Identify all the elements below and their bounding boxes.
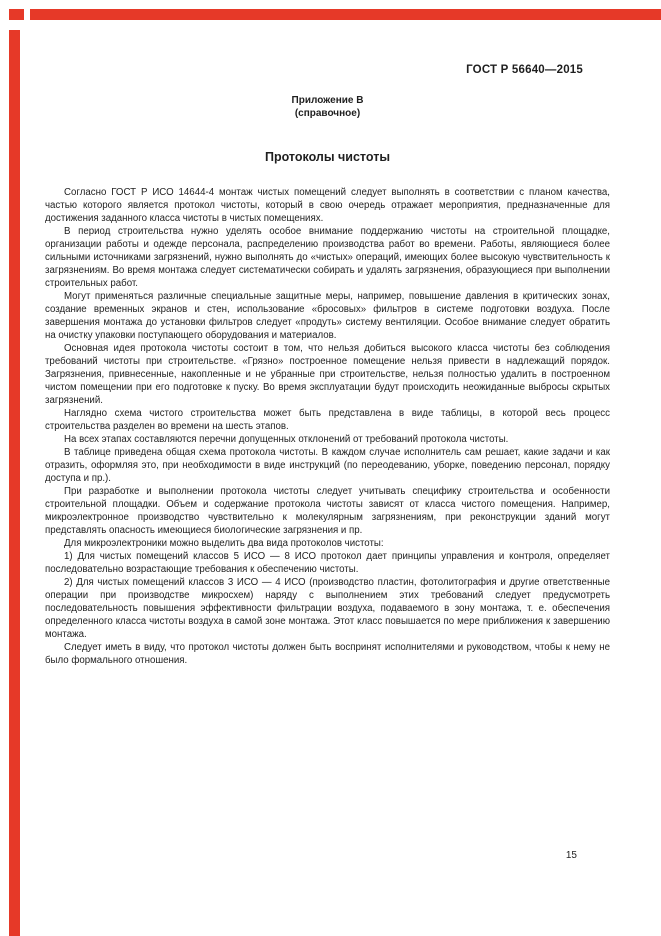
page-number: 15 [565, 850, 577, 861]
paragraph: Для микроэлектроники можно выделить два вида протоколов чистоты: [64, 538, 384, 549]
paragraph: Следует иметь в виду, что протокол чистоты должен быть воспринят исполнителями и руководством, чтобы к нему не было формального отношения. [45, 642, 610, 666]
appendix-heading [45, 94, 610, 120]
appendix-label: Приложение В [291, 95, 364, 106]
numbered-item: 1) Для чистых помещений классов 5 ИСО — 8 ИСО протокол дает принципы управления и контроля, определяет последовательно возрастающие требования к обеспечению чистоты. [45, 551, 610, 575]
paragraph: Могут применяться различные специальные защитные меры, например, повышение давления в критических зонах, создание временных экранов и стен, использование «бросовых» фильтров в системе подготовки воздуха. После завершения монтажа до установки фильтров следует «продуть» систему вентиляции. Особое внимание следует обратить на очистку упаковки поступающего оборудования и материалов. [45, 291, 610, 341]
paragraph: В таблице приведена общая схема протокола чистоты. В каждом случае исполнитель сам решает, какие задачи и как отразить, оформляя это, при необходимости в виде инструкций (по переодеванию, уборке, поведению персонал, порядку доступа и пр.). [45, 447, 610, 484]
watermark-left-border [9, 30, 20, 936]
document-body [45, 186, 610, 667]
page-title: Протоколы чистоты [264, 150, 390, 164]
watermark-corner-mark [9, 9, 24, 20]
appendix-type: (справочное) [294, 108, 361, 119]
document-code: ГОСТ Р 56640—2015 [466, 64, 583, 76]
paragraph: При разработке и выполнении протокола чистоты следует учитывать специфику строительства и особенности строительной площадки. Объем и содержание протокола чистоты зависят от класса чистого помещения. Например, микроэлектронное производство чувствительно к молекулярным загрязнениям, при реконструкции зданий могут представлять опасность имеющиеся биологические загрязнения и пр. [45, 486, 610, 536]
numbered-item: 2) Для чистых помещений классов 3 ИСО — 4 ИСО (производство пластин, фотолитография и другие ответственные операции при производстве микросхем) наряду с выполнением этих требований следует предусмотреть последовательность повышения эффективности фильтрации воздуха, подаваемого в зону монтажа, т. е. обеспечения определенного класса чистоты воздуха в самой зоне монтажа. Этот класс повышается по мере приближения к завершению монтажа. [45, 577, 610, 640]
paragraph: Наглядно схема чистого строительства может быть представлена в виде таблицы, в которой весь процесс строительства разделен во времени на шесть этапов. [45, 408, 610, 432]
paragraph: В период строительства нужно уделять особое внимание поддержанию чистоты на строительной площадке, организации работы и одежде персонала, распределению производства работ во времени. Работы, являющиеся более сильными источниками загрязнений, нужно выполнять до «чистых» операций, имеющих более высокую чувствительность к загрязнениям. Во время монтажа следует систематически собирать и удалять загрязнения, образующиеся при выполнении строительных работ. [45, 226, 610, 289]
paragraph: Основная идея протокола чистоты состоит в том, что нельзя добиться высокого класса чистоты без соблюдения требований чистоты при строительстве. «Грязно» построенное помещение нельзя привести в надлежащий порядок. Загрязнения, привнесенные, накопленные и не убранные при строительстве, нельзя полностью удалить в построенном чистом помещении при его подготовке к пуску. Во время эксплуатации будут происходить неожиданные выбросы скрытых загрязнений. [45, 343, 610, 406]
watermark-top-border [30, 9, 661, 20]
paragraph: На всех этапах составляются перечни допущенных отклонений от требований протокола чистоты. [64, 434, 509, 445]
paragraph: Согласно ГОСТ Р ИСО 14644-4 монтаж чистых помещений следует выполнять в соответствии с планом качества, частью которого является протокол чистоты, который в свою очередь отражает мероприятия, предназначенные для достижения заданного класса чистоты в чистых помещениях. [45, 187, 610, 224]
